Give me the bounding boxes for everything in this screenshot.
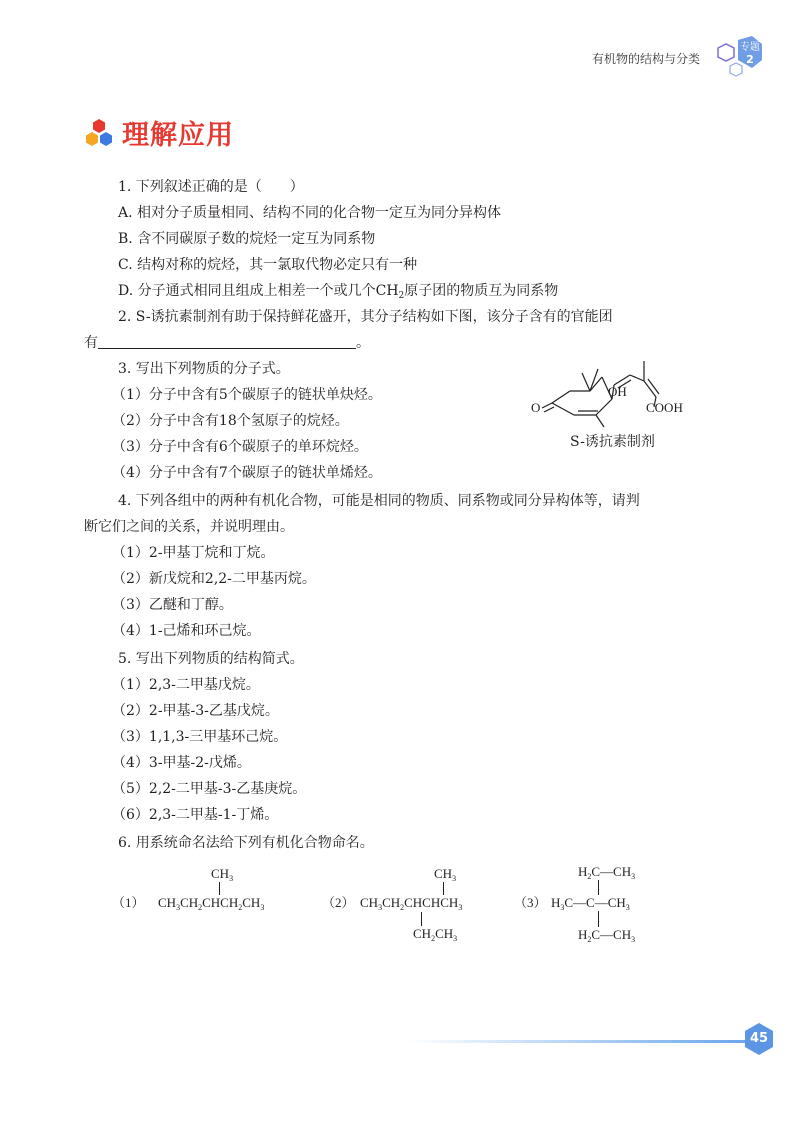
q1-option-a: A. 相对分子质量相同、结构不同的化合物一定互为同分异构体 xyxy=(118,205,502,221)
formula-1-label: （1） xyxy=(112,895,145,910)
q4-stem-line1: 4. 下列各组中的两种有机化合物，可能是相同的物质、同系物或同分异构体等，请判 xyxy=(118,493,640,509)
formula-3-main: $H_3C—C—CH_3$ xyxy=(551,895,630,912)
q2-line2: 有 。 xyxy=(84,335,370,351)
page-number: 45 xyxy=(749,1031,769,1046)
formula-2-branch-bottom: $CH_2CH_3$ xyxy=(413,926,458,943)
q3-item: （1）分子中含有5个碳原子的链状单炔烃。 xyxy=(112,387,382,403)
running-header xyxy=(592,36,766,80)
q3-item: （3）分子中含有6个碳原子的单环烷烃。 xyxy=(112,439,368,455)
section-heading xyxy=(84,113,234,152)
q5-item: （6）2,3-二甲基-1-丁烯。 xyxy=(112,807,279,823)
chapter-title: 有机物的结构与分类 xyxy=(591,51,700,66)
hexagon-cluster-icon xyxy=(84,118,114,148)
q5-item: （1）2,3-二甲基戊烷。 xyxy=(112,677,260,693)
formula-2-main: $CH_3CH_2CHCHCH_3$ xyxy=(360,895,463,912)
badge-label: 专题 xyxy=(740,42,760,53)
bond xyxy=(443,882,444,895)
q4-item: （3）乙醚和丁醇。 xyxy=(112,597,233,613)
section-title: 理解应用 xyxy=(122,120,234,151)
formula-3-top: $H_2C—CH_3$ xyxy=(578,864,636,881)
q4-stem-line2: 断它们之间的关系，并说明理由。 xyxy=(84,519,294,535)
q1-option-c: C. 结构对称的烷烃，其一氯取代物必定只有一种 xyxy=(118,257,418,273)
bond xyxy=(421,912,422,926)
q1-option-d: D. 分子通式相同且组成上相差一个或几个$CH_2$原子团的物质互为同系物 xyxy=(118,283,559,301)
chapter-badge-icon xyxy=(708,36,766,80)
q1-option-b: B. 含不同碳原子数的烷烃一定互为同系物 xyxy=(118,231,376,247)
q3-item: （2）分子中含有18个氢原子的烷烃。 xyxy=(112,413,349,429)
formula-3-bottom: $H_2C—CH_3$ xyxy=(578,927,636,944)
q5-item: （2）2-甲基-3-乙基戊烷。 xyxy=(112,703,279,719)
q3-stem: 3. 写出下列物质的分子式。 xyxy=(118,361,290,377)
bond xyxy=(598,880,599,895)
q4-item: （4）1-己烯和环己烷。 xyxy=(112,623,261,639)
q5-item: （3）1,1,3-三甲基环己烷。 xyxy=(112,729,288,745)
bond xyxy=(598,911,599,927)
molecule-caption: S-诱抗素制剂 xyxy=(570,434,655,450)
formula-1-main: $CH_3CH_2CHCH_2CH_3$ xyxy=(158,895,265,912)
q2-line1: 2. S-诱抗素制剂有助于保持鲜花盛开，其分子结构如下图，该分子含有的官能团 xyxy=(118,309,613,325)
bond xyxy=(219,882,220,895)
q1-stem: 1. 下列叙述正确的是（ ） xyxy=(118,179,304,195)
answer-blank[interactable] xyxy=(98,334,356,349)
formula-2-branch-top: $CH_3$ xyxy=(434,866,457,883)
footer-rule xyxy=(408,1040,748,1043)
q4-item: （2）新戊烷和2,2-二甲基丙烷。 xyxy=(112,571,316,587)
badge-number: 2 xyxy=(746,53,754,66)
carboxyl-label: COOH xyxy=(646,400,683,415)
q6-stem: 6. 用系统命名法给下列有机化合物命名。 xyxy=(118,835,374,851)
q5-stem: 5. 写出下列物质的结构简式。 xyxy=(118,651,304,667)
q5-item: （5）2,2-二甲基-3-乙基庚烷。 xyxy=(112,781,307,797)
q3-item: （4）分子中含有7个碳原子的链状单烯烃。 xyxy=(112,465,382,481)
carbonyl-oxygen-label: O xyxy=(531,400,541,415)
formula-3-label: （3） xyxy=(514,895,547,910)
hydroxyl-label: OH xyxy=(608,384,627,399)
q4-item: （1）2-甲基丁烷和丁烷。 xyxy=(112,545,275,561)
formula-1-branch: $CH_3$ xyxy=(211,866,234,883)
formula-2-label: （2） xyxy=(322,895,355,910)
q5-item: （4）3-甲基-2-戊烯。 xyxy=(112,755,251,771)
